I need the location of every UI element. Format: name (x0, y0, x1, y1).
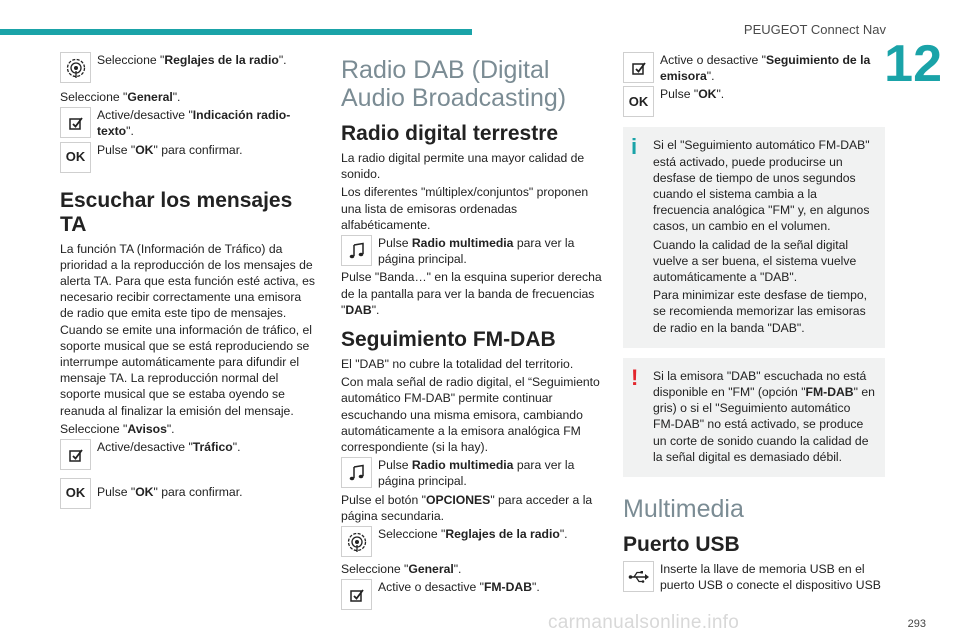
column-1 (60, 52, 318, 511)
paragraph: Con mala señal de radio digital, el “Seguimiento automático FM-DAB" permite continuar escuchando una misma emisora, cambiando automáticamente a la emisora analógica FM correspondiente (si la hay). (341, 375, 600, 455)
step-radiotext (60, 107, 318, 139)
column-3 (623, 52, 885, 595)
step-text: Seleccione "Reglajes de la radio". (378, 527, 568, 542)
music-note-icon (341, 457, 372, 488)
ok-icon: OK (60, 142, 91, 173)
step-text: Active o desactive "FM-DAB". (378, 580, 540, 595)
step-text: Pulse "OK" para confirmar. (97, 142, 243, 157)
warning-icon: ! (631, 364, 639, 390)
music-note-icon (341, 235, 372, 266)
heading-usb: Puerto USB (623, 533, 740, 557)
step-confirm (60, 478, 318, 509)
ok-icon: OK (623, 86, 654, 117)
step-text: Pulse "OK". (660, 87, 725, 102)
step-general: Seleccione "General". (60, 90, 181, 104)
heading-ta: Escuchar los mensajes TA (60, 188, 293, 236)
step-radio-media (341, 457, 603, 489)
step-station-follow (623, 52, 885, 84)
step-general: Seleccione "General". (341, 562, 462, 577)
info-text: Cuando la calidad de la señal digital vuelve a ser buena, el sistema vuelve automáticamente a "DAB". (653, 237, 857, 285)
step-traffic (60, 439, 318, 470)
header-bar (0, 29, 472, 35)
paragraph: Pulse el botón "OPCIONES" para acceder a la página secundaria. (341, 492, 593, 523)
step-text: Active/desactive "Indicación radio-texto". (97, 108, 291, 139)
section-title-multimedia: Multimedia (623, 495, 744, 524)
checkbox-icon (623, 52, 654, 83)
checkbox-icon (60, 439, 91, 470)
step-text: Seleccione "Reglajes de la radio". (97, 53, 287, 67)
warning-box (623, 358, 885, 477)
step-avisos: Seleccione "Avisos". (60, 421, 175, 436)
usb-icon (623, 561, 654, 592)
paragraph: Los diferentes "múltiplex/conjuntos" proponen una lista de emisoras ordenadas alfabéticamente. (341, 185, 589, 232)
column-2 (341, 52, 603, 612)
paragraph: El "DAB" no cubre la totalidad del territorio. (341, 357, 574, 372)
info-text: Para minimizar este desfase de tiempo, se recomienda memorizar las emisoras de radio en la banda "DAB". (653, 288, 868, 335)
step-fm-dab (341, 579, 603, 610)
step-usb (623, 561, 885, 593)
paragraph-ta: La función TA (Información de Tráfico) da prioridad a la reproducción de los mensajes de alerta TA. Para que esta función esté activa, es necesario recibir correctamente una emisora de radio que emita este tipo de mensajes. Cuando se emite una información de tráfico, el soporte musical que se está reproduciendo se interrumpe automáticamente para difundir el mensaje TA. La reproducción normal del soporte musical que se estaba oyendo se reanuda al finalizar la emisión del mensaje. (60, 241, 315, 418)
radio-settings-icon (60, 52, 91, 83)
step-text: Active/desactive "Tráfico". (97, 440, 241, 455)
watermark: carmanualsonline.info (548, 612, 740, 633)
info-icon: i (631, 134, 638, 160)
step-radio-media (341, 235, 603, 267)
step-radio-settings (341, 526, 603, 557)
info-text: Si el "Seguimiento automático FM-DAB" está activado, puede producirse un desfase de tiempo de unos segundos cuando el sistema cambia a la frecuencia analógica "FM" y, en algunos casos, un cambio en el volumen. (653, 138, 870, 234)
paragraph: La radio digital permite una mayor calidad de sonido. (341, 151, 585, 182)
step-confirm (60, 142, 318, 173)
heading-fm-dab: Seguimiento FM-DAB (341, 328, 556, 352)
heading-digital-radio: Radio digital terrestre (341, 122, 559, 145)
step-text: Active o desactive "Seguimiento de la emisora". (660, 53, 871, 84)
paragraph: Pulse "Banda…" en la esquina superior derecha de la pantalla para ver la banda de frecuencias "DAB". (341, 270, 602, 317)
ok-icon: OK (60, 478, 91, 509)
chapter-number: 12 (884, 35, 942, 93)
checkbox-icon (341, 579, 372, 610)
step-ok (623, 86, 885, 117)
radio-settings-icon (341, 526, 372, 557)
warning-text: Si la emisora "DAB" escuchada no está disponible en "FM" (opción "FM-DAB" en gris) o si el "Seguimiento automático FM-DAB" no está activado, se produce un corte de sonido cuando la calidad de la señal digital es demasiado débil. (653, 368, 875, 464)
step-text: Pulse Radio multimedia para ver la página principal. (378, 458, 575, 489)
info-box (623, 127, 885, 347)
step-radio-settings (60, 52, 318, 83)
step-text: Pulse "OK" para confirmar. (97, 485, 243, 500)
page-number: 293 (907, 618, 926, 630)
step-text: Inserte la llave de memoria USB en el puerto USB o conecte el dispositivo USB (660, 562, 881, 593)
step-text: Pulse Radio multimedia para ver la página principal. (378, 236, 575, 267)
section-title-dab: Radio DAB (Digital Audio Broadcasting) (341, 56, 567, 112)
header-title: PEUGEOT Connect Nav (743, 22, 886, 37)
checkbox-icon (60, 107, 91, 138)
